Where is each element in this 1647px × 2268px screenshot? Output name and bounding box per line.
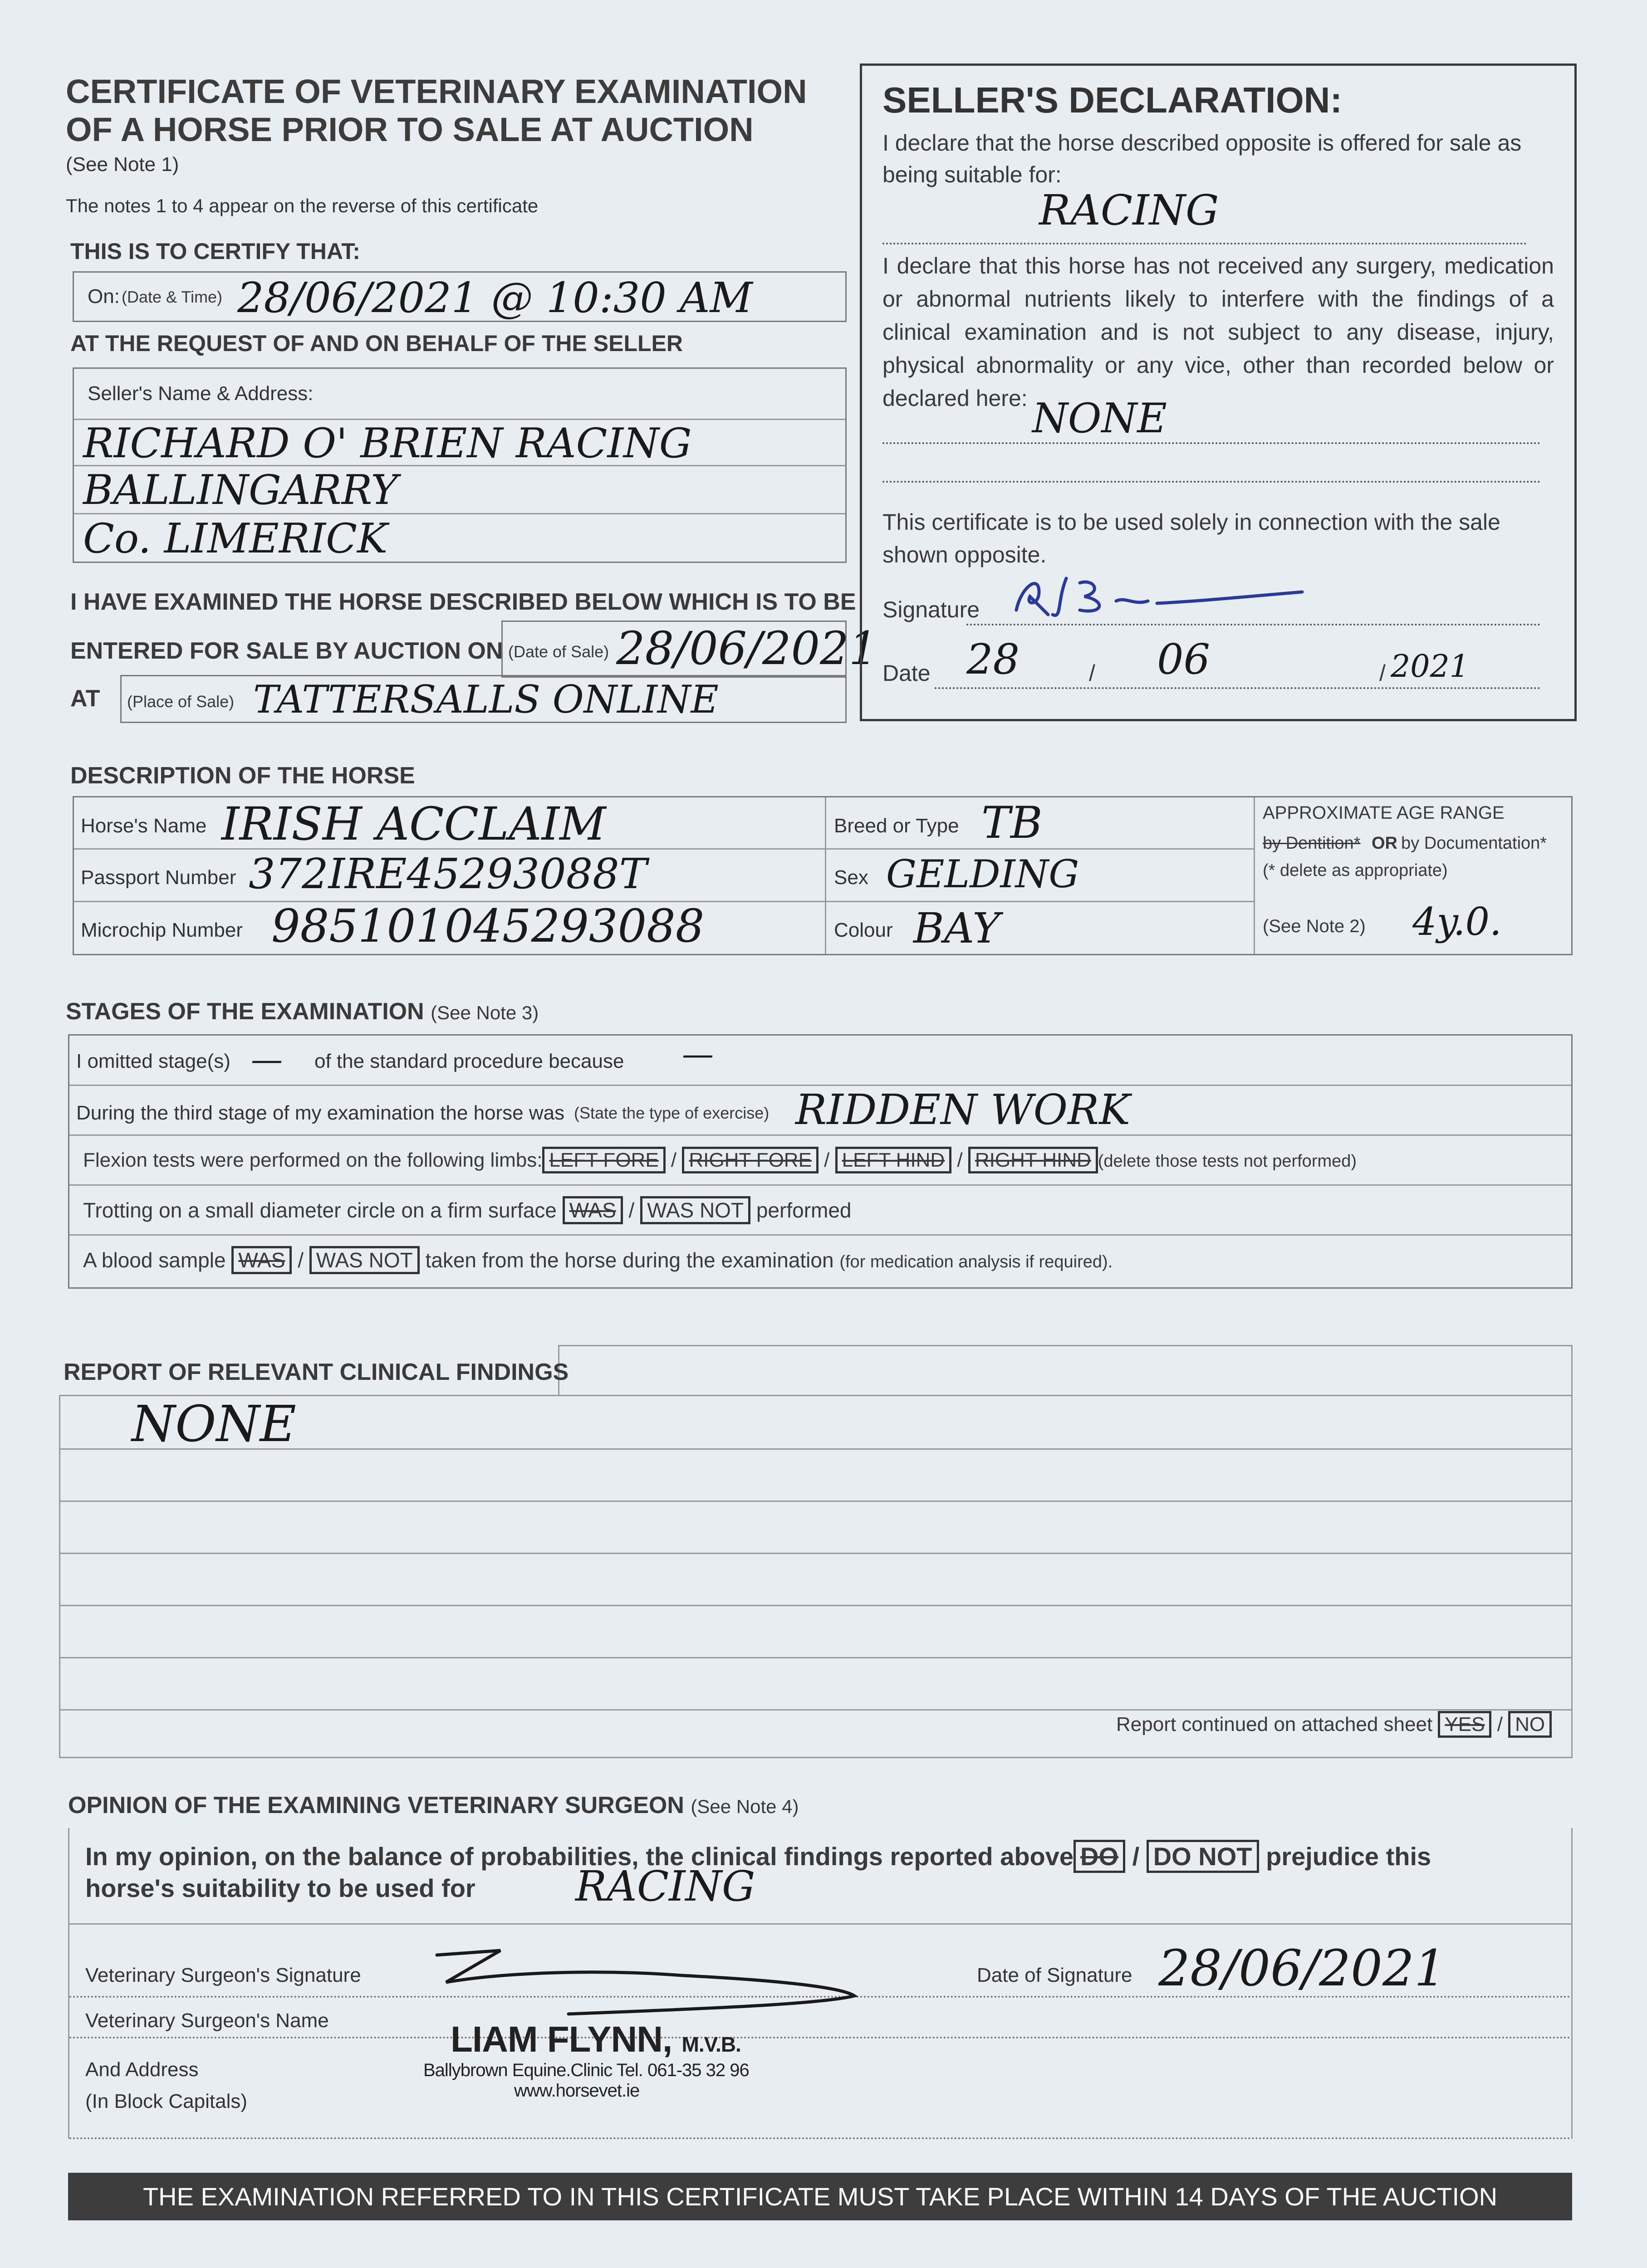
horse-name-value[interactable]: IRISH ACCLAIM: [221, 797, 606, 850]
opinion-sep: /: [1132, 1842, 1140, 1871]
continued-yes[interactable]: YES: [1438, 1711, 1491, 1738]
opinion-text-a: In my opinion, on the balance of probabilities, the clinical findings reported above: [85, 1842, 1074, 1871]
age-delete-note: (* delete as appropriate): [1263, 861, 1448, 880]
date-day[interactable]: 28: [966, 635, 1020, 684]
trotting-row: [83, 1198, 852, 1222]
stages-heading-text: STAGES OF THE EXAMINATION: [66, 998, 424, 1025]
suitable-for-value[interactable]: RACING: [1039, 186, 1219, 235]
opinion-text-b: prejudice this: [1266, 1842, 1431, 1871]
flexion-label: Flexion tests were performed on the following limbs:: [83, 1149, 543, 1171]
limb-right-hind[interactable]: RIGHT HIND: [968, 1147, 1098, 1173]
passport-value[interactable]: 372IRE45293088T: [249, 850, 647, 898]
age-or: OR: [1372, 834, 1397, 853]
limb-left-fore[interactable]: LEFT FORE: [542, 1147, 665, 1173]
place-of-sale-label: (Place of Sale): [127, 692, 235, 711]
findings-section: [59, 1345, 1570, 1755]
opinion-use-value[interactable]: RACING: [575, 1862, 755, 1911]
blood-label: A blood sample: [83, 1248, 226, 1272]
horse-heading: DESCRIPTION OF THE HORSE: [70, 763, 415, 789]
seller-address-box: [73, 367, 847, 563]
opinion-heading: [68, 1792, 799, 1819]
opinion-do[interactable]: DO: [1073, 1840, 1125, 1873]
seller-declaration-box: [860, 64, 1577, 721]
opinion-box: [68, 1828, 1573, 2139]
declaration-title: SELLER'S DECLARATION:: [882, 80, 1343, 120]
date-sep-2: /: [1379, 660, 1386, 686]
age-by-documentation: by Documentation*: [1401, 834, 1547, 853]
stamp-name: LIAM FLYNN,: [451, 2019, 672, 2059]
opinion-heading-text: OPINION OF THE EXAMINING VETERINARY SURGEON: [68, 1792, 684, 1818]
request-heading: AT THE REQUEST OF AND ON BEHALF OF THE SELLER: [70, 331, 683, 356]
trotting-label: Trotting on a small diameter circle on a firm surface: [83, 1198, 557, 1222]
stages-heading-note: (See Note 3): [431, 1002, 539, 1023]
title-line-2: OF A HORSE PRIOR TO SALE AT AUCTION: [66, 111, 754, 148]
omitted-mid: of the standard procedure because: [314, 1050, 624, 1072]
third-stage-value[interactable]: RIDDEN WORK: [795, 1085, 1131, 1134]
seller-label: Seller's Name & Address:: [88, 382, 314, 405]
address-label-1: And Address: [85, 2058, 199, 2081]
passport-label: Passport Number: [81, 866, 236, 889]
opinion-do-not[interactable]: DO NOT: [1147, 1840, 1259, 1873]
flexion-sep-1: /: [671, 1149, 677, 1171]
opinion-heading-note: (See Note 4): [691, 1796, 799, 1817]
blood-note: (for medication analysis if required).: [839, 1252, 1113, 1271]
seller-signature: [1012, 560, 1329, 624]
horse-description-table: [73, 796, 1573, 955]
opinion-statement: [85, 1842, 1431, 1871]
age-by-dentition-text: by Dentition*: [1263, 834, 1361, 853]
declared-line-1: [882, 420, 1540, 444]
blood-was-not[interactable]: WAS NOT: [309, 1246, 420, 1274]
colour-value[interactable]: BAY: [913, 904, 1000, 953]
age-by-dentition: [1263, 834, 1360, 853]
stamp-clinic: Ballybrown Equine.Clinic Tel. 061-35 32 96: [423, 2060, 749, 2080]
see-note-1: (See Note 1): [66, 153, 179, 176]
stages-table: [68, 1034, 1573, 1289]
omitted-label: I omitted stage(s): [76, 1050, 230, 1072]
at-label: AT: [70, 685, 100, 712]
on-label: On:: [88, 285, 120, 308]
flexion-sep-2: /: [824, 1149, 830, 1171]
omitted-reason[interactable]: —: [682, 1036, 714, 1073]
continued-sep: /: [1497, 1713, 1503, 1735]
breed-value[interactable]: TB: [981, 797, 1043, 848]
declaration-text-2: I declare that this horse has not received any surgery, medication or abnormal nutrients likely to interfere with the findings of a clinical examination and is not subject to any disease, injury, physical abnormality or any vice, other than recorded below or declared here:: [882, 253, 1554, 411]
declaration-text-1: I declare that the horse described opposite is offered for sale as being suitable for:: [882, 130, 1522, 187]
stages-heading: [66, 998, 539, 1025]
place-of-sale-value[interactable]: TATTERSALLS ONLINE: [253, 677, 719, 722]
signature-label: Signature: [882, 597, 980, 622]
findings-heading: REPORT OF RELEVANT CLINICAL FINDINGS: [64, 1359, 569, 1385]
date-year[interactable]: 2021: [1391, 649, 1470, 684]
continued-label: Report continued on attached sheet: [1116, 1713, 1433, 1735]
date-signature-value[interactable]: 28/06/2021: [1158, 1939, 1446, 1997]
date-label: Date: [882, 660, 931, 686]
limb-left-hind[interactable]: LEFT HIND: [835, 1147, 952, 1173]
limb-right-fore[interactable]: RIGHT FORE: [682, 1147, 819, 1173]
trotting-performed: performed: [756, 1198, 852, 1222]
title-line-1: CERTIFICATE OF VETERINARY EXAMINATION: [66, 73, 807, 110]
third-stage-note: (State the type of exercise): [574, 1104, 770, 1122]
address-label-2: (In Block Capitals): [85, 2090, 248, 2112]
date-time-field: [73, 271, 847, 322]
flexion-note: (delete those tests not performed): [1098, 1152, 1357, 1171]
seller-line-3[interactable]: Co. LIMERICK: [83, 515, 388, 562]
omitted-value[interactable]: —: [251, 1041, 283, 1078]
examined-heading: I HAVE EXAMINED THE HORSE DESCRIBED BELOW WHICH IS TO BE: [70, 589, 856, 615]
flexion-row: [83, 1149, 1357, 1172]
declared-value[interactable]: NONE: [1032, 395, 1167, 442]
horse-name-label: Horse's Name: [81, 815, 207, 837]
stamp-web: www.horsevet.ie: [514, 2081, 640, 2101]
vet-name-label: Veterinary Surgeon's Name: [85, 2009, 329, 2032]
certify-heading: THIS IS TO CERTIFY THAT:: [70, 239, 360, 264]
blood-sep: /: [298, 1248, 304, 1272]
opinion-text-c: horse's suitability to be used for: [85, 1874, 475, 1902]
date-time-value[interactable]: 28/06/2021 @ 10:30 AM: [237, 274, 753, 322]
declaration-text-3: This certificate is to be used solely in connection with the sale shown opposite.: [882, 509, 1500, 567]
blood-suffix: taken from the horse during the examination: [425, 1248, 834, 1272]
age-heading: APPROXIMATE AGE RANGE: [1263, 803, 1505, 823]
place-of-sale-field: [120, 675, 847, 723]
colour-label: Colour: [834, 919, 893, 941]
date-sep-1: /: [1089, 660, 1095, 686]
certificate-title: [66, 73, 807, 149]
third-stage-label: During the third stage of my examination the horse was: [76, 1102, 565, 1124]
vet-signature: [410, 1937, 886, 2019]
breed-label: Breed or Type: [834, 815, 959, 837]
blood-was[interactable]: WAS: [231, 1246, 292, 1274]
microchip-label: Microchip Number: [81, 919, 243, 941]
trotting-was[interactable]: WAS: [563, 1196, 623, 1224]
stamp-qual: M.V.B.: [681, 2033, 741, 2056]
vet-stamp: [423, 2019, 832, 2101]
declared-line-2: [882, 458, 1540, 483]
trotting-sep: /: [628, 1198, 635, 1222]
date-of-sale-value[interactable]: 28/06/2021: [616, 622, 878, 675]
date-of-sale-field: [501, 621, 878, 678]
findings-value[interactable]: NONE: [132, 1395, 296, 1453]
date-month[interactable]: 06: [1157, 635, 1211, 684]
date-time-label: (Date & Time): [122, 288, 223, 306]
microchip-value[interactable]: 985101045293088: [271, 899, 705, 953]
vet-signature-label: Veterinary Surgeon's Signature: [85, 1964, 361, 1986]
age-see-note: (See Note 2): [1263, 916, 1366, 936]
sex-value[interactable]: GELDING: [886, 852, 1079, 896]
sex-label: Sex: [834, 866, 868, 889]
age-value[interactable]: 4y.0.: [1412, 899, 1502, 944]
footer-banner: THE EXAMINATION REFERRED TO IN THIS CERTIFICATE MUST TAKE PLACE WITHIN 14 DAYS OF THE AUCTION: [68, 2173, 1572, 2220]
date-signature-label: Date of Signature: [977, 1964, 1132, 1986]
date-of-sale-label: (Date of Sale): [508, 642, 609, 661]
flexion-sep-3: /: [957, 1149, 963, 1171]
seller-line-1[interactable]: RICHARD O' BRIEN RACING: [83, 420, 692, 467]
notes-info: The notes 1 to 4 appear on the reverse of this certificate: [66, 195, 539, 216]
seller-line-2[interactable]: BALLINGARRY: [83, 466, 398, 514]
blood-row: [83, 1248, 1113, 1272]
continued-row: [1116, 1713, 1552, 1736]
trotting-was-not[interactable]: WAS NOT: [640, 1196, 750, 1224]
continued-no[interactable]: NO: [1508, 1711, 1552, 1738]
entered-label: ENTERED FOR SALE BY AUCTION ON: [70, 638, 503, 664]
